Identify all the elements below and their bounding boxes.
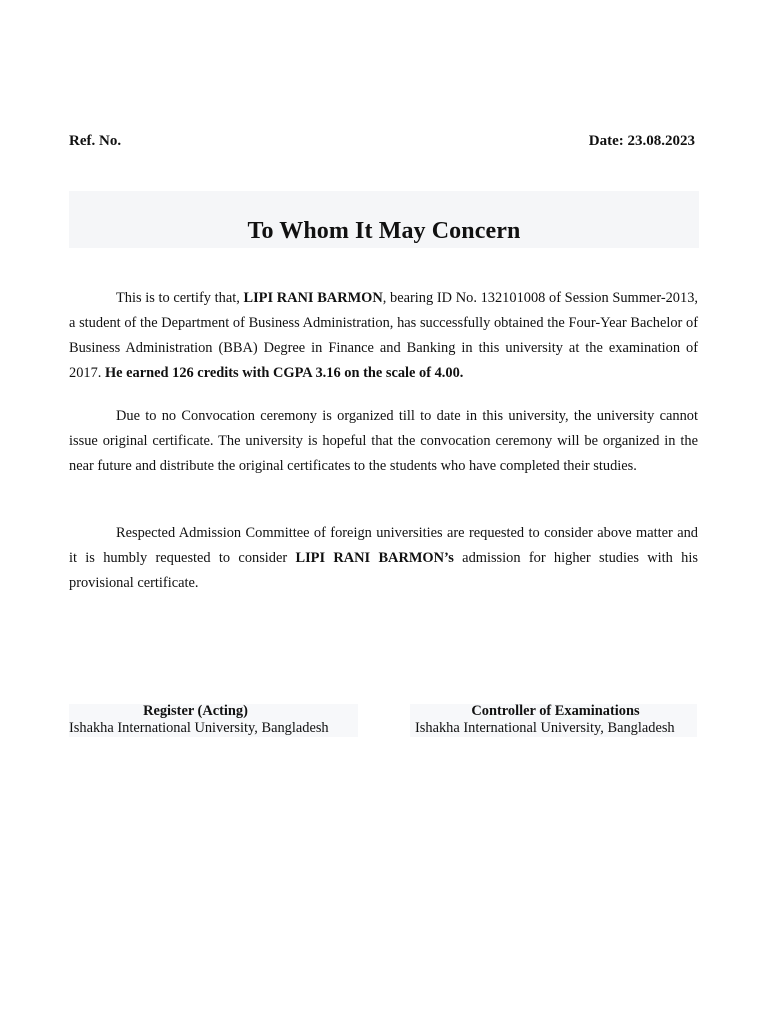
signatory-organization-controller: Ishakha International University, Bangladesh — [415, 720, 675, 736]
date-label: Date: 23.08.2023 — [588, 132, 695, 149]
request-intro: Respected Admission Committee of foreign universities are requested to consider above matter and it is humbly requested to consider — [69, 525, 698, 566]
signature-block-registrar — [69, 703, 350, 737]
signature-block-controller — [415, 703, 696, 737]
student-name: LIPI RANI BARMON — [243, 290, 383, 306]
reference-row — [69, 130, 695, 152]
request-paragraph — [69, 521, 698, 596]
convocation-paragraph: Due to no Convocation ceremony is organized till to date in this university, the university cannot issue original certificate. The university is hopeful that the convocation ceremony will be organized in the near future and distribute the original certificates to the students who have completed their studies. — [69, 408, 698, 474]
signatory-title-registrar: Register (Acting) — [143, 703, 248, 719]
ref-number-label: Ref. No. — [69, 132, 122, 149]
student-name-possessive: LIPI RANI BARMON’s — [295, 550, 454, 566]
page-title: To Whom It May Concern — [247, 218, 521, 244]
signatory-organization-registrar: Ishakha International University, Bangladesh — [69, 720, 329, 736]
certification-intro: This is to certify that, — [116, 290, 244, 306]
certification-paragraph — [69, 286, 698, 386]
certification-details: , bearing ID No. 132101008 of Session Summer-2013, a student of the Department of Business Administration, has successfully obtained the Four-Year Bachelor of Business Administration (BBA) Degree in Finance and Banking in this university at the examination of 2017. — [69, 290, 698, 381]
request-outro: admission for higher studies with his provisional certificate. — [69, 550, 698, 591]
signatory-title-controller: Controller of Examinations — [471, 703, 640, 719]
result-statement: He earned 126 credits with CGPA 3.16 on the scale of 4.00. — [104, 365, 464, 381]
